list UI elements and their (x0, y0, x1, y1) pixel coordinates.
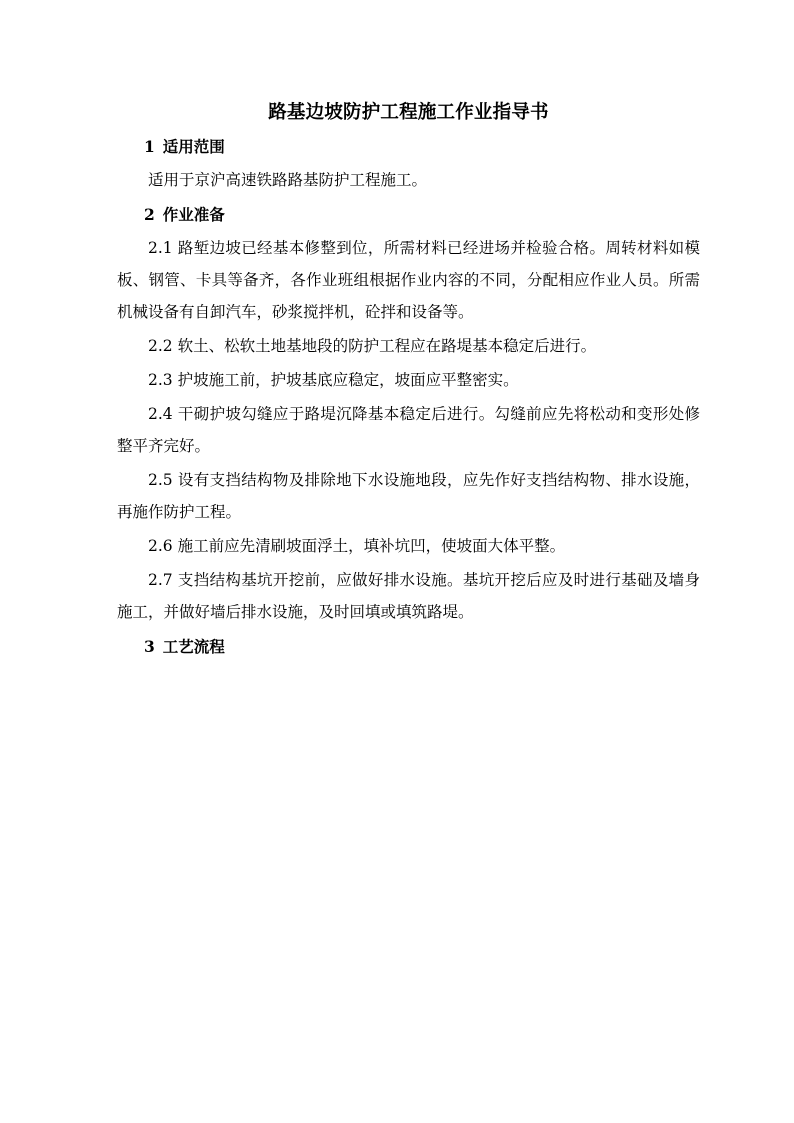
section-heading-3 (117, 632, 700, 662)
section-heading-1 (117, 132, 700, 162)
paragraph: 适用于京沪高速铁路路基防护工程施工。 (148, 171, 428, 189)
section-number: 2 (144, 205, 155, 224)
section-title: 适用范围 (162, 137, 225, 156)
paragraph-2-6: 2.6 施工前应先清刷坡面浮土，填补坑凹，使坡面大体平整。 (148, 537, 566, 555)
section-number: 3 (144, 637, 155, 656)
paragraph-2-2: 2.2 软土、松软土地基地段的防护工程应在路堤基本稳定后进行。 (148, 337, 597, 355)
section-title: 工艺流程 (162, 637, 225, 656)
paragraph-2-5: 2.5 设有支挡结构物及排除地下水设施地段，应先作好支挡结构物、排水设施，再施作防护工程。 (117, 471, 700, 521)
document-title: 路基边坡防护工程施工作业指导书 (268, 102, 549, 123)
section-number: 1 (144, 137, 155, 156)
section-title: 作业准备 (162, 205, 225, 224)
document-body (117, 98, 700, 662)
section-heading-2 (117, 200, 700, 230)
paragraph-2-1: 2.1 路堑边坡已经基本修整到位，所需材料已经进场并检验合格。周转材料如模板、钢管、卡具等备齐，各作业班组根据作业内容的不同，分配相应作业人员。所需机械设备有自卸汽车，砂浆搅拌机，砼拌和设备等。 (117, 239, 700, 321)
paragraph-2-7: 2.7 支挡结构基坑开挖前，应做好排水设施。基坑开挖后应及时进行基础及墙身施工，并做好墙后排水设施，及时回填或填筑路堤。 (117, 571, 700, 621)
paragraph-2-3: 2.3 护坡施工前，护坡基底应稳定，坡面应平整密实。 (148, 371, 519, 389)
paragraph-2-4: 2.4 干砌护坡勾缝应于路堤沉降基本稳定后进行。勾缝前应先将松动和变形处修整平齐完好。 (117, 405, 700, 455)
